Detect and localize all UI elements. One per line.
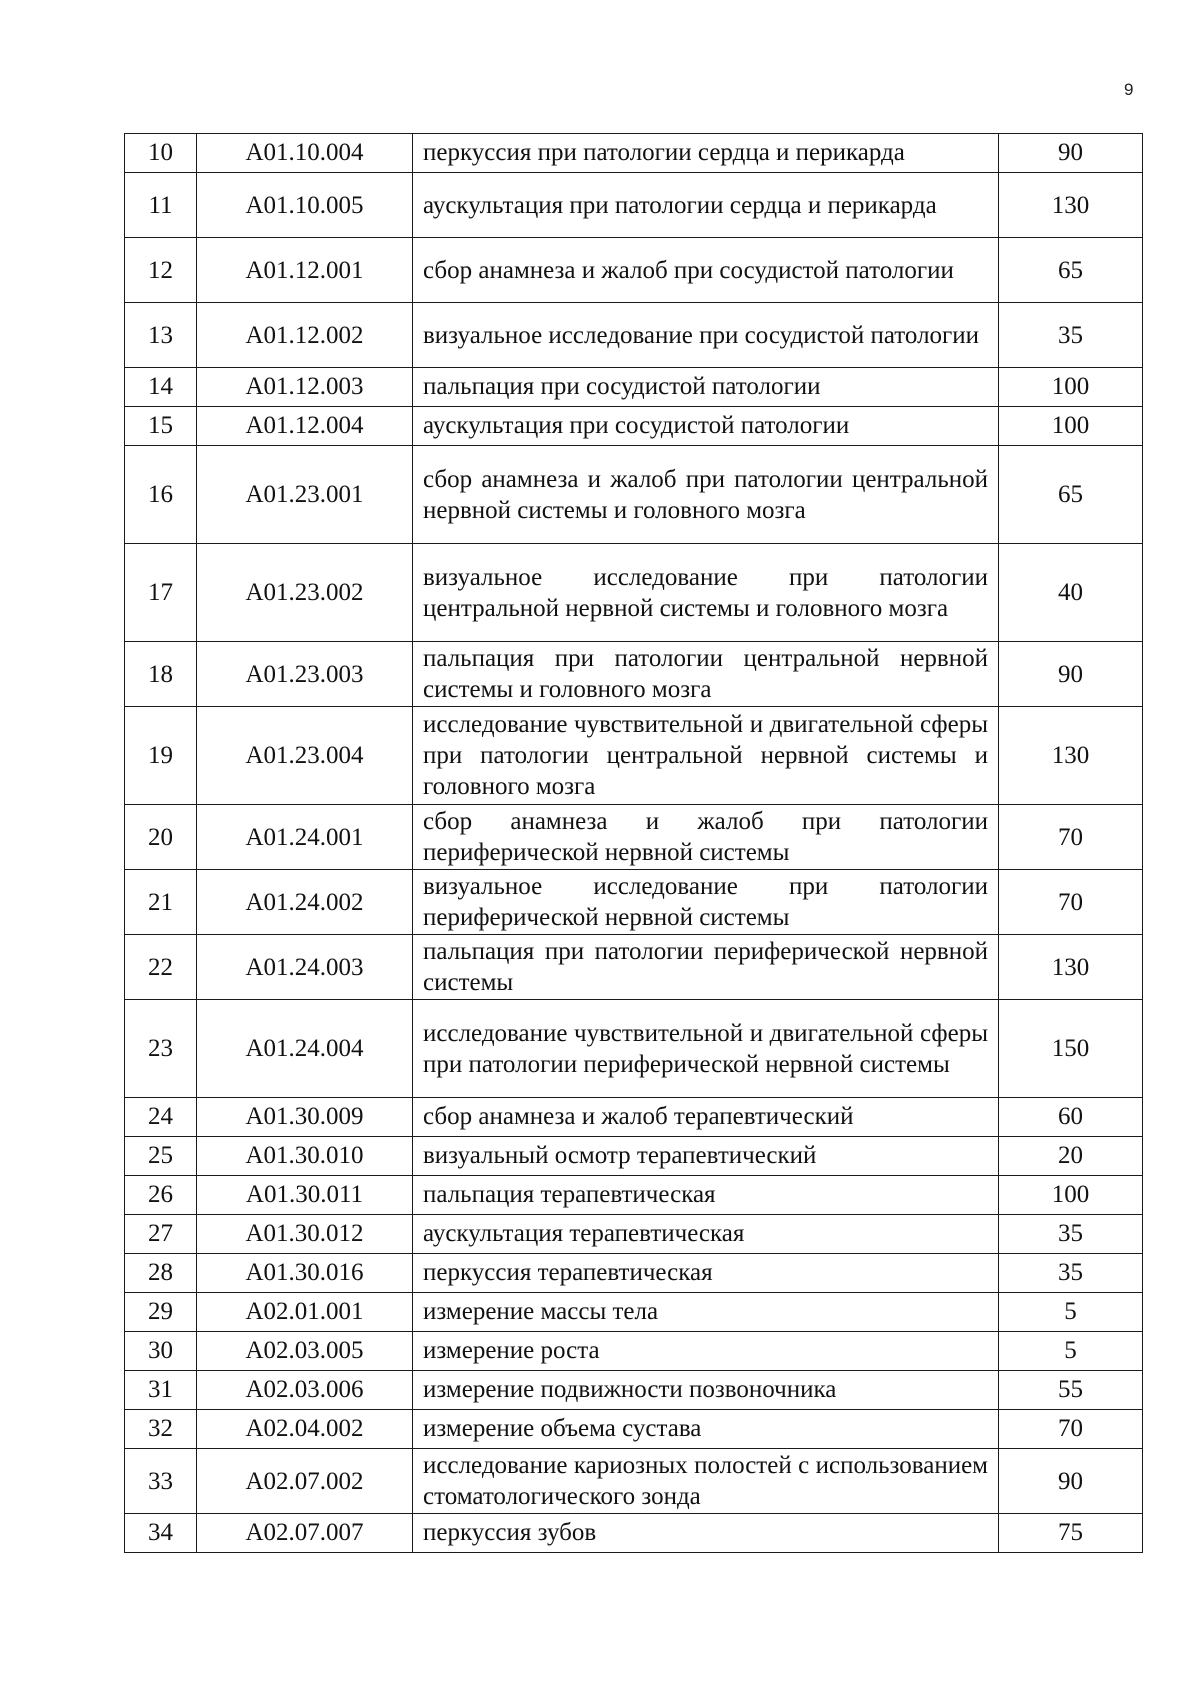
services-price-table [124, 133, 1143, 1553]
row-number: 23 [125, 1000, 197, 1098]
service-name: визуальное исследование при сосудистой патологии [413, 303, 999, 368]
service-price: 35 [999, 1215, 1143, 1254]
service-code: A01.12.004 [197, 407, 413, 446]
service-code: A01.23.002 [197, 544, 413, 642]
service-code: A02.07.002 [197, 1449, 413, 1514]
service-price: 5 [999, 1332, 1143, 1371]
table-row [125, 1293, 1143, 1332]
row-number: 25 [125, 1137, 197, 1176]
service-code: A01.24.002 [197, 870, 413, 935]
row-number: 20 [125, 805, 197, 870]
row-number: 19 [125, 707, 197, 805]
service-name: исследование кариозных полостей с использованием стоматологического зонда [413, 1449, 999, 1514]
service-name: перкуссия терапевтическая [413, 1254, 999, 1293]
service-name: измерение объема сустава [413, 1410, 999, 1449]
service-name: аускультация при патологии сердца и перикарда [413, 173, 999, 238]
table-row [125, 173, 1143, 238]
table-row [125, 1371, 1143, 1410]
service-price: 65 [999, 446, 1143, 544]
service-code: A02.01.001 [197, 1293, 413, 1332]
service-code: A01.30.009 [197, 1098, 413, 1137]
table-row [125, 1215, 1143, 1254]
service-code: A01.12.001 [197, 238, 413, 303]
table-row [125, 707, 1143, 805]
row-number: 26 [125, 1176, 197, 1215]
row-number: 13 [125, 303, 197, 368]
service-price: 70 [999, 805, 1143, 870]
service-name: перкуссия зубов [413, 1514, 999, 1553]
table-row [125, 544, 1143, 642]
service-price: 55 [999, 1371, 1143, 1410]
row-number: 28 [125, 1254, 197, 1293]
row-number: 21 [125, 870, 197, 935]
row-number: 16 [125, 446, 197, 544]
service-name: визуальное исследование при патологии периферической нервной системы [413, 870, 999, 935]
service-name: сбор анамнеза и жалоб терапевтический [413, 1098, 999, 1137]
service-name: сбор анамнеза и жалоб при патологии периферической нервной системы [413, 805, 999, 870]
row-number: 31 [125, 1371, 197, 1410]
row-number: 27 [125, 1215, 197, 1254]
service-code: A01.10.005 [197, 173, 413, 238]
service-name: аускультация при сосудистой патологии [413, 407, 999, 446]
service-price: 35 [999, 303, 1143, 368]
row-number: 10 [125, 134, 197, 173]
service-price: 130 [999, 707, 1143, 805]
service-name: измерение роста [413, 1332, 999, 1371]
row-number: 32 [125, 1410, 197, 1449]
table-row [125, 870, 1143, 935]
service-code: A01.30.010 [197, 1137, 413, 1176]
service-code: A01.10.004 [197, 134, 413, 173]
service-name: сбор анамнеза и жалоб при сосудистой патологии [413, 238, 999, 303]
service-name: перкуссия при патологии сердца и перикарда [413, 134, 999, 173]
service-price: 90 [999, 642, 1143, 707]
service-code: A02.07.007 [197, 1514, 413, 1553]
table-row [125, 1098, 1143, 1137]
service-price: 130 [999, 935, 1143, 1000]
service-code: A01.24.003 [197, 935, 413, 1000]
service-price: 70 [999, 870, 1143, 935]
service-price: 75 [999, 1514, 1143, 1553]
row-number: 24 [125, 1098, 197, 1137]
row-number: 12 [125, 238, 197, 303]
service-name: пальпация при патологии центральной нервной системы и головного мозга [413, 642, 999, 707]
service-name: визуальный осмотр терапевтический [413, 1137, 999, 1176]
table-row [125, 368, 1143, 407]
table-row [125, 1332, 1143, 1371]
service-price: 35 [999, 1254, 1143, 1293]
service-code: A01.12.003 [197, 368, 413, 407]
service-price: 20 [999, 1137, 1143, 1176]
table-row [125, 1514, 1143, 1553]
service-price: 100 [999, 407, 1143, 446]
service-name: пальпация при сосудистой патологии [413, 368, 999, 407]
service-code: A01.30.012 [197, 1215, 413, 1254]
row-number: 11 [125, 173, 197, 238]
row-number: 30 [125, 1332, 197, 1371]
service-price: 90 [999, 1449, 1143, 1514]
row-number: 22 [125, 935, 197, 1000]
service-price: 5 [999, 1293, 1143, 1332]
service-name: исследование чувствительной и двигательной сферы при патологии центральной нервной системы и головного мозга [413, 707, 999, 805]
service-price: 130 [999, 173, 1143, 238]
service-code: A01.23.003 [197, 642, 413, 707]
service-code: A01.30.016 [197, 1254, 413, 1293]
table-row [125, 134, 1143, 173]
service-price: 65 [999, 238, 1143, 303]
table-row [125, 935, 1143, 1000]
service-code: A01.23.001 [197, 446, 413, 544]
table-row [125, 1410, 1143, 1449]
page-number: 9 [1124, 80, 1134, 99]
row-number: 14 [125, 368, 197, 407]
row-number: 15 [125, 407, 197, 446]
service-name: исследование чувствительной и двигательной сферы при патологии периферической нервной системы [413, 1000, 999, 1098]
table-row [125, 303, 1143, 368]
service-price: 90 [999, 134, 1143, 173]
row-number: 18 [125, 642, 197, 707]
service-name: визуальное исследование при патологии центральной нервной системы и головного мозга [413, 544, 999, 642]
service-price: 150 [999, 1000, 1143, 1098]
table-row [125, 446, 1143, 544]
service-price: 100 [999, 368, 1143, 407]
row-number: 34 [125, 1514, 197, 1553]
service-code: A01.23.004 [197, 707, 413, 805]
service-price: 100 [999, 1176, 1143, 1215]
service-code: A02.03.005 [197, 1332, 413, 1371]
service-code: A02.04.002 [197, 1410, 413, 1449]
table-row [125, 1449, 1143, 1514]
service-name: измерение массы тела [413, 1293, 999, 1332]
row-number: 33 [125, 1449, 197, 1514]
service-price: 60 [999, 1098, 1143, 1137]
table-row [125, 1176, 1143, 1215]
service-name: измерение подвижности позвоночника [413, 1371, 999, 1410]
service-name: пальпация при патологии периферической нервной системы [413, 935, 999, 1000]
service-price: 70 [999, 1410, 1143, 1449]
table-row [125, 642, 1143, 707]
table-row [125, 1254, 1143, 1293]
table-row [125, 238, 1143, 303]
service-name: сбор анамнеза и жалоб при патологии центральной нервной системы и головного мозга [413, 446, 999, 544]
table-row [125, 1000, 1143, 1098]
table-row [125, 805, 1143, 870]
service-code: A02.03.006 [197, 1371, 413, 1410]
service-name: пальпация терапевтическая [413, 1176, 999, 1215]
service-code: A01.24.001 [197, 805, 413, 870]
service-name: аускультация терапевтическая [413, 1215, 999, 1254]
table-row [125, 407, 1143, 446]
table-row [125, 1137, 1143, 1176]
row-number: 17 [125, 544, 197, 642]
row-number: 29 [125, 1293, 197, 1332]
service-code: A01.24.004 [197, 1000, 413, 1098]
service-code: A01.12.002 [197, 303, 413, 368]
service-price: 40 [999, 544, 1143, 642]
service-code: A01.30.011 [197, 1176, 413, 1215]
